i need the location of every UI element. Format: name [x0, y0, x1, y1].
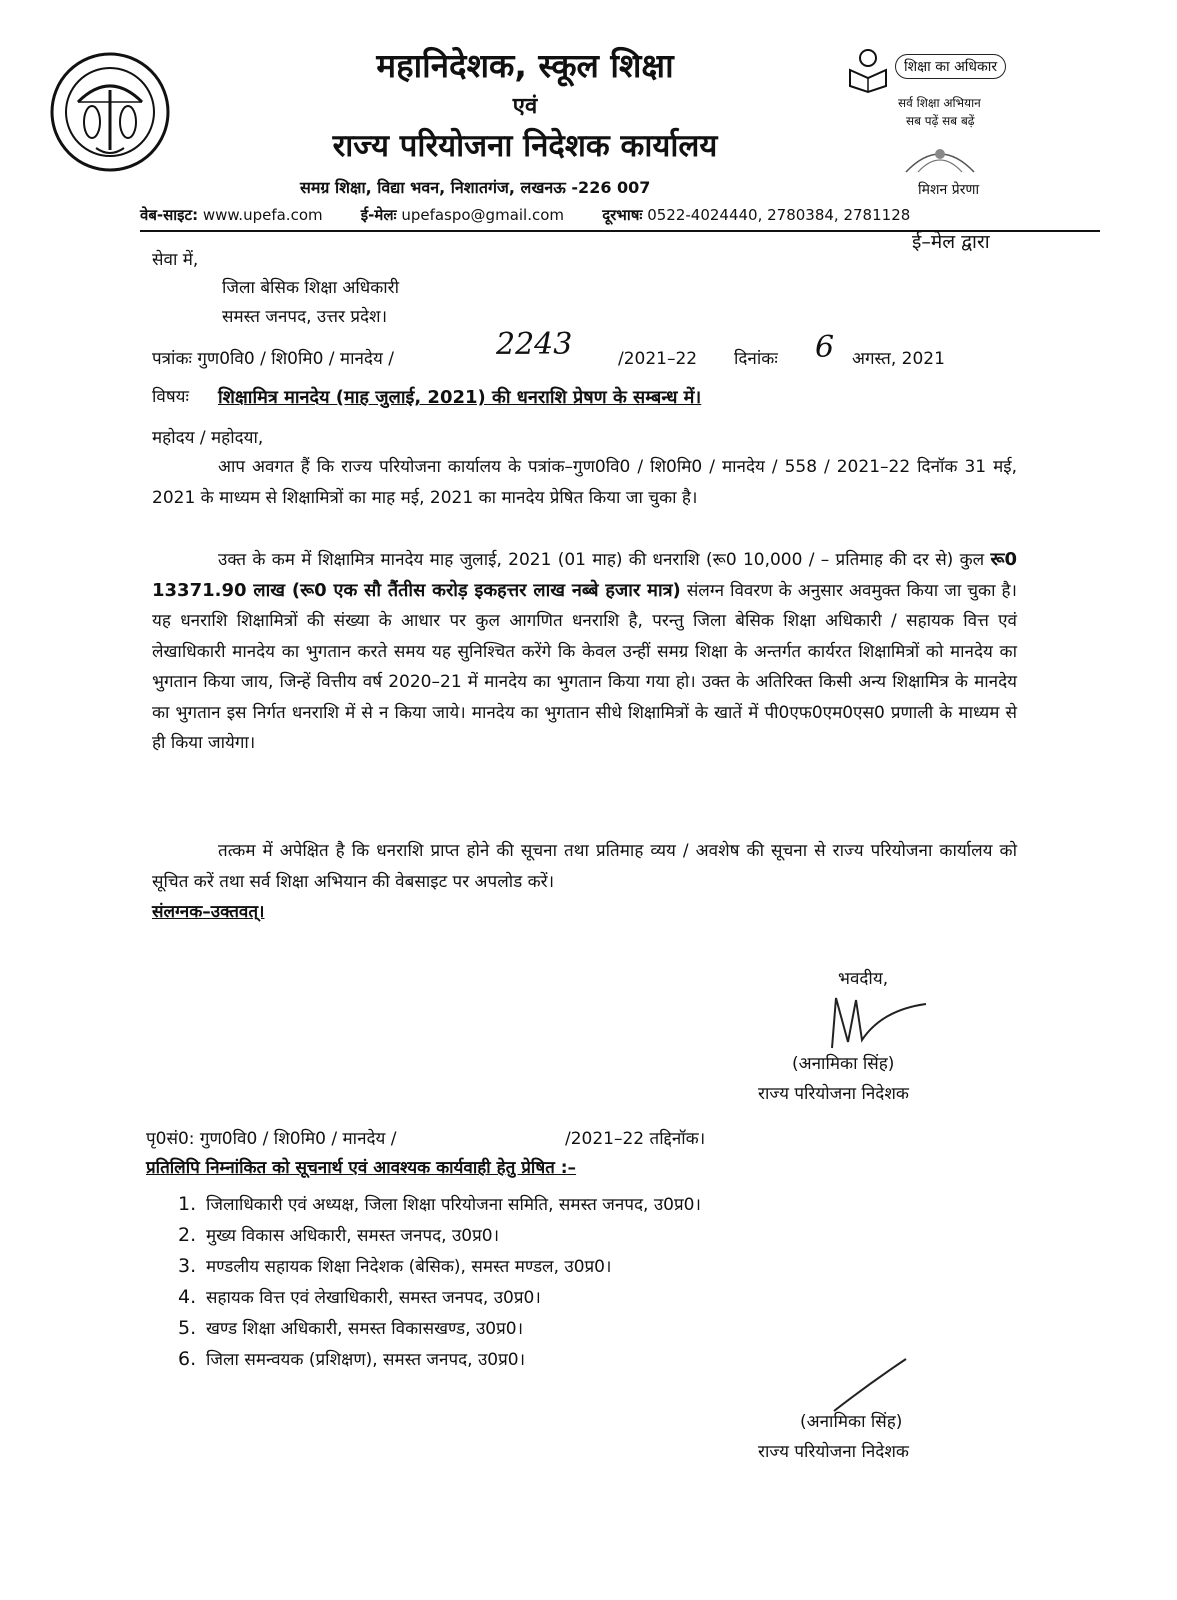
copy-item-text: खण्ड शिक्षा अधिकारी, समस्त विकासखण्ड, उ0प्र0। — [206, 1319, 524, 1339]
website-value: www.upefa.com — [202, 206, 323, 224]
seva-mein: सेवा में, — [152, 250, 199, 270]
copy-item — [178, 1347, 525, 1370]
recipient-line1: जिला बेसिक शिक्षा अधिकारी — [222, 278, 400, 298]
paragraph-2-rest: संलग्न विवरण के अनुसार अवमुक्त किया जा चुका है। यह धनराशि शिक्षामित्रों की संख्या के आधार पर कुल आगणित धनराशि है, परन्तु जिला बेसिक शिक्षा अधिकारी / सहायक वित्त एवं लेखाधिकारी मानदेय का भुगतान करते समय यह सुनिश्चित करेंगे कि केवल उन्हीं समग्र शिक्षा के अन्तर्गत कार्यरत शिक्षामित्रों को मानदेय का भुगतान किया जाय, जिन्हें वित्तीय वर्ष 2020–21 में मानदेय का भुगतान किया गया हो। उक्त के अतिरिक्त किसी अन्य शिक्षामित्र के मानदेय का भुगतान इस निर्गत धनराशि में से न किया जाये। मानदेय का भुगतान सीधे शिक्षामित्रों के खातें में पी0एफ0एम0एस0 प्रणाली के माध्यम से ही किया जायेगा। — [152, 580, 1017, 753]
copy-item-number: 5. — [178, 1317, 197, 1339]
copy-reference-year: /2021–22 तद्दिनॉक। — [565, 1129, 706, 1149]
copy-item-text: मण्डलीय सहायक शिक्षा निदेशक (बेसिक), समस्त मण्डल, उ0प्र0। — [206, 1257, 612, 1277]
reading-child-icon — [840, 44, 896, 94]
copy-item-text: जिला समन्वयक (प्रशिक्षण), समस्त जनपद, उ0प्र0। — [206, 1350, 526, 1370]
ssa-logo-line2: सब पढ़ें सब बढ़ें — [906, 114, 975, 128]
date-month-year: अगस्त, 2021 — [852, 349, 945, 369]
date-day-handwritten: 6 — [815, 330, 835, 365]
subject-text: शिक्षामित्र मानदेय (माह जुलाई, 2021) की धनराशि प्रेषण के सम्बन्ध में। — [218, 387, 702, 408]
copy-item — [178, 1192, 701, 1215]
letter-number-prefix: पत्रांकः गुण0वि0 / शि0मि0 / मानदेय / — [152, 349, 394, 369]
paragraph-2-start: उक्त के कम में शिक्षामित्र मानदेय माह जुलाई, 2021 (01 माह) की धनराशि (रू0 10,000 / – प्रतिमाह की दर से) कुल — [218, 550, 985, 570]
mission-prerna-emblem-icon — [900, 132, 980, 176]
phone-label: दूरभाषः — [602, 206, 643, 224]
contact-line — [140, 205, 910, 225]
letter-year: /2021–22 — [618, 349, 698, 369]
copy-item-number: 6. — [178, 1348, 197, 1370]
paragraph-3: तत्कम में अपेक्षित है कि धनराशि प्राप्त होने की सूचना तथा प्रतिमाह व्यय / अवशेष की सूचना से राज्य परियोजना कार्यालय को सूचित करें तथा सर्व शिक्षा अभियान की वेबसाइट पर अपलोड करें। — [152, 841, 1017, 892]
email-label: ई-मेलः — [360, 206, 397, 224]
subject-label: विषयः — [152, 387, 189, 407]
paragraph-2 — [152, 545, 1017, 759]
copy-signatory-designation: राज्य परियोजना निदेशक — [758, 1442, 909, 1462]
office-address: समग्र शिक्षा, विद्या भवन, निशातगंज, लखनऊ -226 007 — [300, 178, 651, 197]
phone-value: 0522-4024440, 2780384, 2781128 — [647, 206, 911, 224]
recipient-line2: समस्त जनपद, उत्तर प्रदेश। — [222, 307, 388, 327]
letter-number-handwritten: 2243 — [496, 327, 573, 362]
signatory-name: (अनामिका सिंह) — [792, 1054, 895, 1074]
handwritten-signature — [822, 990, 932, 1052]
email-value: upefaspo@gmail.com — [401, 206, 565, 224]
up-government-seal — [48, 50, 172, 174]
copy-item-number: 2. — [178, 1224, 197, 1246]
copy-item-text: मुख्य विकास अधिकारी, समस्त जनपद, उ0प्र0। — [206, 1226, 500, 1246]
copy-signatory-name: (अनामिका सिंह) — [800, 1412, 903, 1432]
website-label: वेब-साइट: — [140, 206, 199, 224]
copy-item-number: 4. — [178, 1286, 197, 1308]
copy-item — [178, 1223, 499, 1246]
sent-by-email-note: ई–मेल द्वारा — [912, 231, 990, 253]
letterhead-title-line2: एवं — [512, 94, 538, 119]
copy-item-text: सहायक वित्त एवं लेखाधिकारी, समस्त जनपद, उ0प्र0। — [206, 1288, 541, 1308]
letterhead-title-line1: महानिदेशक, स्कूल शिक्षा — [376, 46, 674, 85]
mission-prerna-text: मिशन प्रेरणा — [918, 182, 980, 198]
paragraph-1: आप अवगत हैं कि राज्य परियोजना कार्यालय के पत्रांक–गुण0वि0 / शि0मि0 / मानदेय / 558 / 2021–22 दिनॉक 31 मई, 2021 के माध्यम से शिक्षामित्रों का माह मई, 2021 का मानदेय प्रेषित किया जा चुका है। — [152, 457, 1017, 508]
copy-item — [178, 1254, 611, 1277]
rte-logo-text: शिक्षा का अधिकार — [895, 54, 1006, 79]
sanctioned-amount: रू0 13371.90 लाख (रू0 एक सौ तैंतीस करोड़ इकहत्तर लाख नब्बे हजार मात्र) — [152, 549, 1017, 601]
copy-reference: पृ0सं0: गुण0वि0 / शि0मि0 / मानदेय / — [146, 1129, 397, 1149]
signatory-designation: राज्य परियोजना निदेशक — [758, 1084, 909, 1104]
enclosure-note: संलग्नक–उक्तवत्। — [152, 902, 265, 922]
copy-item-number: 3. — [178, 1255, 197, 1277]
date-label: दिनांकः — [734, 349, 778, 369]
initial-stroke — [830, 1355, 910, 1415]
copy-heading: प्रतिलिपि निम्नांकित को सूचनार्थ एवं आवश्यक कार्यवाही हेतु प्रेषित :– — [146, 1158, 577, 1178]
salutation: महोदय / महोदया, — [152, 428, 264, 448]
copy-item — [178, 1316, 523, 1339]
letterhead-title-line3: राज्य परियोजना निदेशक कार्यालय — [332, 128, 718, 164]
copy-item-text: जिलाधिकारी एवं अध्यक्ष, जिला शिक्षा परियोजना समिति, समस्त जनपद, उ0प्र0। — [206, 1195, 701, 1215]
copy-item — [178, 1285, 541, 1308]
ssa-logo-line1: सर्व शिक्षा अभियान — [898, 96, 981, 110]
closing: भवदीय, — [838, 969, 889, 989]
copy-item-number: 1. — [178, 1193, 197, 1215]
